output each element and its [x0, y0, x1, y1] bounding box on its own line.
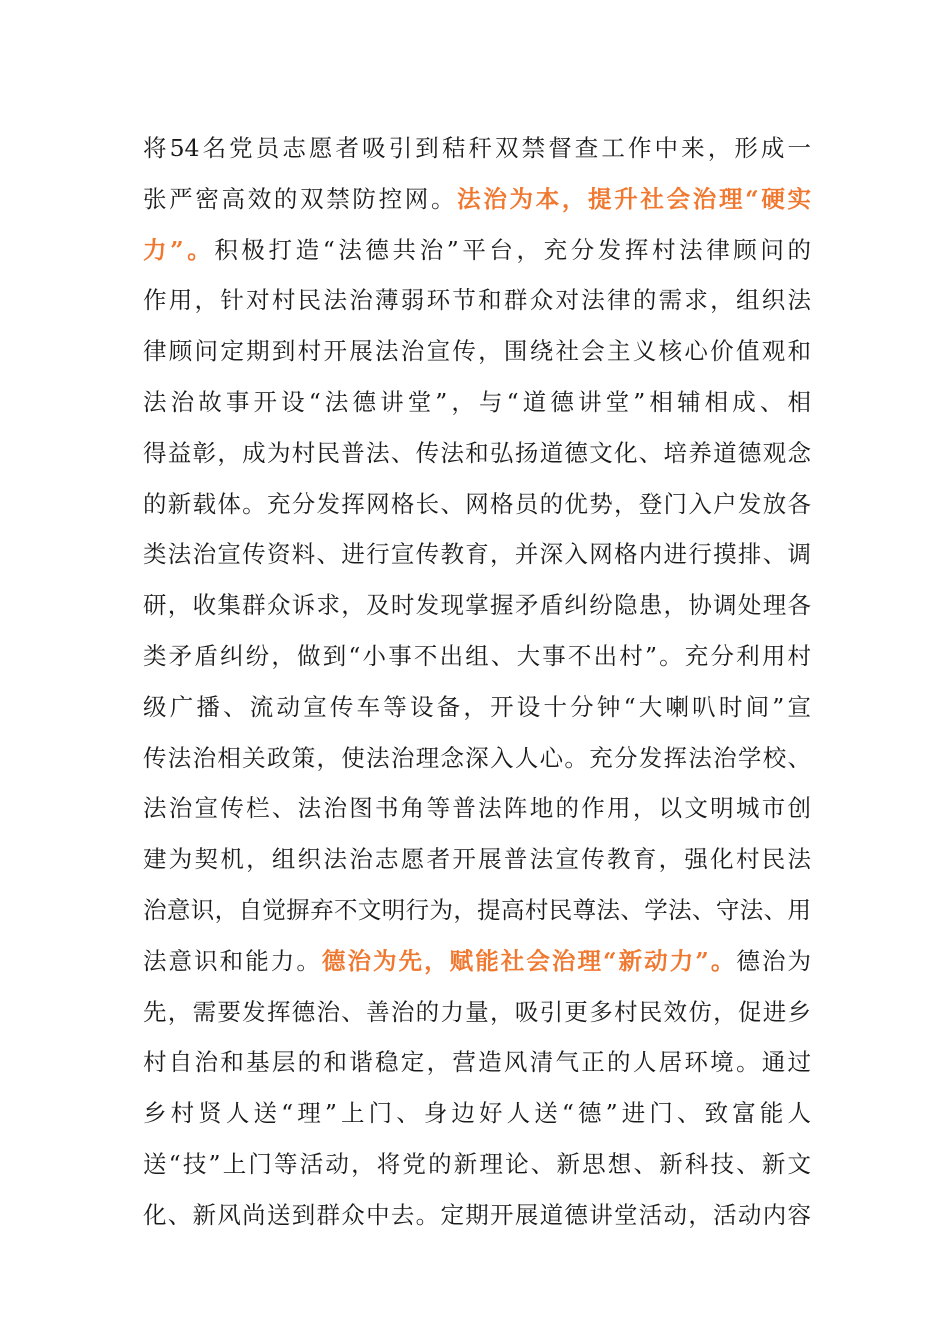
body-text: 送“技”上门等活动，将党的新理论、新思想、新科技、新文: [143, 1149, 811, 1178]
text-line: [143, 885, 811, 936]
text-line: [143, 1088, 811, 1139]
highlighted-heading-text: 力”。: [143, 235, 215, 264]
body-text: 研，收集群众诉求，及时发现掌握矛盾纠纷隐患，协调处理各: [143, 591, 811, 620]
text-line: [143, 783, 811, 834]
body-text: 传法治相关政策，使法治理念深入人心。充分发挥法治学校、: [143, 743, 811, 772]
text-line: [143, 1139, 811, 1190]
text-line: [143, 834, 811, 885]
body-text: 类法治宣传资料、进行宣传教育，并深入网格内进行摸排、调: [143, 540, 811, 569]
text-line: [143, 428, 811, 479]
body-text: 乡村贤人送“理”上门、身边好人送“德”进门、致富能人: [143, 1099, 811, 1128]
body-text: 先，需要发挥德治、善治的力量，吸引更多村民效仿，促进乡: [143, 997, 811, 1026]
body-text: 律顾问定期到村开展法治宣传，围绕社会主义核心价值观和: [143, 337, 811, 366]
text-line: [143, 377, 811, 428]
text-line: [143, 682, 811, 733]
text-line: [143, 529, 811, 580]
body-text: 将54名党员志愿者吸引到秸秆双禁督查工作中来，形成一: [143, 134, 811, 162]
body-text: 类矛盾纠纷，做到“小事不出组、大事不出村”。充分利用村: [143, 641, 811, 670]
text-line: [143, 123, 811, 174]
text-line: [143, 733, 811, 784]
body-text: 作用，针对村民法治薄弱环节和群众对法律的需求，组织法: [143, 286, 811, 315]
body-text: 张严密高效的双禁防控网。: [143, 184, 458, 213]
body-paragraph: [143, 123, 811, 1241]
highlighted-heading-text: 法治为本，提升社会治理“硬实: [457, 184, 811, 213]
body-text: 法治宣传栏、法治图书角等普法阵地的作用，以文明城市创: [143, 794, 811, 823]
body-text: 治意识，自觉摒弃不文明行为，提高村民尊法、学法、守法、用: [143, 895, 811, 924]
body-text: 得益彰，成为村民普法、传法和弘扬道德文化、培养道德观念: [143, 438, 811, 467]
highlighted-heading-text: 德治为先，赋能社会治理“新动力”。: [321, 946, 737, 975]
body-text: 级广播、流动宣传车等设备，开设十分钟“大喇叭时间”宣: [143, 692, 811, 721]
body-text: 积极打造“法德共治”平台，充分发挥村法律顾问的: [214, 235, 811, 264]
text-line: [143, 580, 811, 631]
text-line: [143, 1190, 811, 1241]
body-text: 化、新风尚送到群众中去。定期开展道德讲堂活动，活动内容: [143, 1200, 811, 1229]
body-text: 的新载体。充分发挥网格长、网格员的优势，登门入户发放各: [143, 489, 811, 518]
body-text: 村自治和基层的和谐稳定，营造风清气正的人居环境。通过: [143, 1048, 811, 1077]
text-line: [143, 479, 811, 530]
text-line: [143, 225, 811, 276]
text-line: [143, 1037, 811, 1088]
text-line: [143, 987, 811, 1038]
body-text: 法治故事开设“法德讲堂”，与“道德讲堂”相辅相成、相: [143, 387, 811, 416]
text-line: [143, 174, 811, 225]
body-text: 法意识和能力。: [143, 946, 322, 975]
text-line: [143, 275, 811, 326]
body-text: 建为契机，组织法治志愿者开展普法宣传教育，强化村民法: [143, 845, 811, 874]
text-line: [143, 326, 811, 377]
text-line: [143, 936, 811, 987]
body-text: 德治为: [736, 946, 811, 975]
text-line: [143, 631, 811, 682]
